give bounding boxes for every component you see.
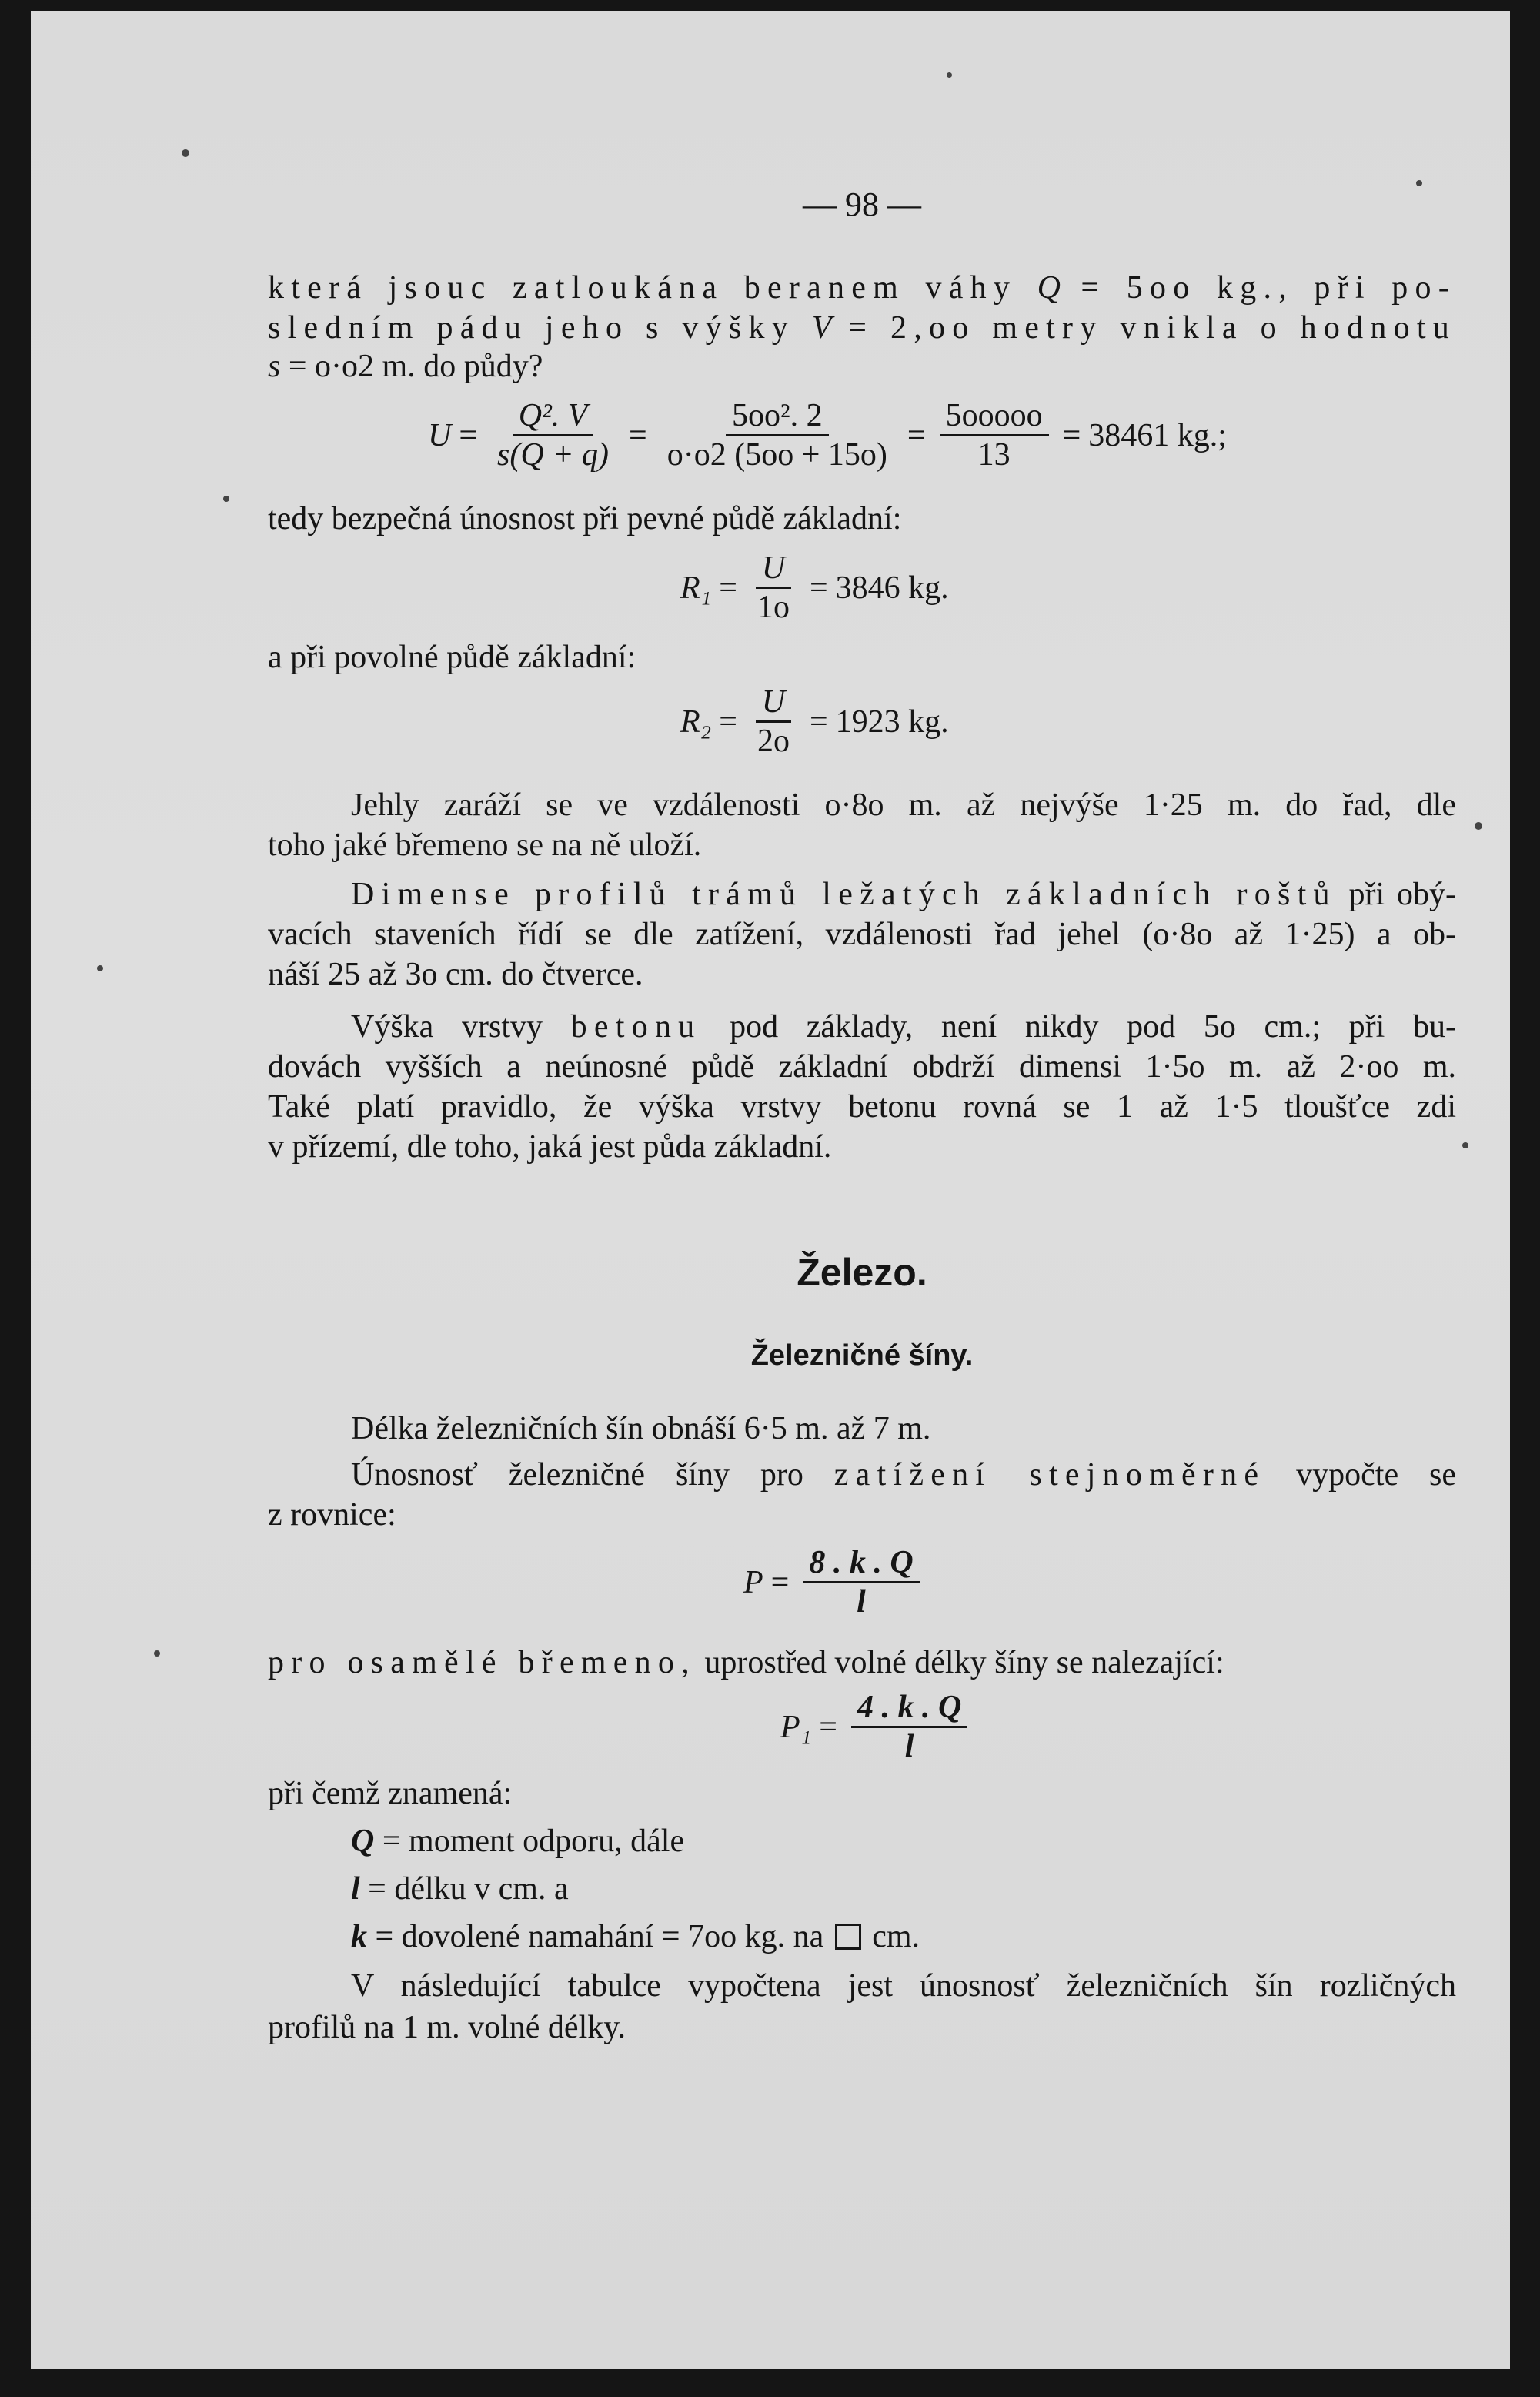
equals-sign: =	[770, 1564, 790, 1600]
para-vyska-line4: v přízemí, dle toho, jaká jest půda základní.	[268, 1129, 832, 1165]
fraction: $\frac{U}{1o}$	[751, 550, 796, 626]
para-tabulka-line2: profilů na 1 m. volné délky.	[268, 2010, 626, 2045]
scan-speck	[1462, 1142, 1468, 1148]
para-jehly-line1: Jehly zaráží se ve vzdálenosti o·8o m. až nejvýše 1·25 m. do řad, dle	[351, 787, 1456, 823]
equals-sign: =	[459, 417, 478, 453]
section-heading-zelezo: Železo.	[797, 1251, 927, 1294]
formula-r1: R₁ = $\frac{U}{1o}$ = 3846 kg.	[680, 550, 949, 625]
fraction: $\frac{U}{2o}$	[751, 684, 796, 760]
formula-p1: P₁ = $\frac{4 . k . Q}{l}$	[780, 1689, 974, 1765]
scan-speck	[182, 149, 189, 157]
fraction: $\frac{\text{5oo². 2}}{o\cdot o2 (5oo + 15o)}$	[666, 398, 887, 473]
equals-sign: =	[809, 704, 828, 740]
para-unosnost-line1: Únosnosť železničné šíny pro zatížení stejnoměrné vypočte se	[351, 1457, 1456, 1493]
para-dimense-line1: Dimense profilů trámů ležatých základních roštů při obý-	[351, 877, 1456, 912]
scan-speck	[154, 1650, 160, 1657]
text-osamele: pro osamělé břemeno, uprostřed volné délky šíny se nalezající:	[268, 1645, 1224, 1680]
fraction: $\frac{4 . k . Q}{l}$	[851, 1689, 967, 1765]
para-vyska-line1: Výška vrstvy betonu pod základy, není nikdy pod 5o cm.; při bu-	[351, 1009, 1456, 1045]
square-icon	[835, 1924, 861, 1950]
equals-sign: =	[719, 570, 737, 606]
scan-speck	[947, 72, 952, 78]
formula-u	[428, 397, 1227, 473]
formula-p: P = $\frac{8 . k . Q}{l}$	[743, 1544, 926, 1620]
formula-u-lhs: U	[428, 417, 452, 453]
para1-line2: sledním pádu jeho s výšky V = 2,oo metry vnikla o hodnotu	[268, 310, 1456, 346]
definition-l: l = délku v cm. a	[351, 1871, 569, 1907]
subsection-heading-siny: Železničné šíny.	[750, 1339, 974, 1372]
scan-speck	[223, 496, 229, 502]
para-tabulka-line1: V následující tabulce vypočtena jest únosnosť železničních šín rozličných	[351, 1968, 1456, 2004]
para-vyska-line2: dovách vyšších a neúnosné půdě základní obdrží dimensi 1·5o m. až 2·oo m.	[268, 1049, 1456, 1085]
fraction: $\frac{8 . k . Q}{l}$	[803, 1544, 919, 1620]
equals-sign: =	[809, 570, 828, 606]
page-number: — 98 —	[803, 186, 921, 223]
text-povolne: a při povolné půdě základní:	[268, 640, 636, 675]
equals-sign: =	[907, 417, 926, 453]
para-unosnost-line2: z rovnice:	[268, 1497, 396, 1533]
equals-sign: =	[629, 417, 647, 453]
definition-q: Q = moment odporu, dále	[351, 1824, 685, 1859]
document-page	[31, 11, 1510, 2369]
fraction: $\frac{\text{Q². V}}{s(Q + q)}$	[497, 398, 610, 473]
fraction: $\frac{\text{5ooooo}}{13}$	[940, 397, 1049, 473]
para-vyska-line3: Také platí pravidlo, že výška vrstvy betonu rovná se 1 až 1·5 tloušťce zdi	[268, 1089, 1456, 1125]
para-jehly-line2: toho jaké břemeno se na ně uloží.	[268, 827, 702, 863]
para-delka: Délka železničních šín obnáší 6·5 m. až 7 m.	[351, 1411, 931, 1446]
equals-sign: =	[1062, 417, 1081, 453]
para-dimense-line3: náší 25 až 3o cm. do čtverce.	[268, 957, 643, 992]
para-dimense-line2: vacích staveních řídí se dle zatížení, vzdálenosti řad jehel (o·8o až 1·25) a ob-	[268, 917, 1456, 952]
formula-u-result: 38461 kg.;	[1088, 417, 1227, 453]
para1-line3: s = o·o2 m. do půdy?	[268, 349, 543, 384]
text-tedy: tedy bezpečná únosnost při pevné půdě základní:	[268, 501, 902, 537]
equals-sign: =	[819, 1709, 837, 1745]
scan-speck	[1475, 822, 1482, 830]
equals-sign: =	[719, 704, 737, 740]
text-pricemz: při čemž znamená:	[268, 1776, 513, 1811]
para1-line1: která jsouc zatloukána beranem váhy Q = 5oo kg., při po-	[268, 270, 1456, 306]
scan-speck	[97, 965, 103, 971]
definition-k: k = dovolené namahání = 7oo kg. na cm.	[351, 1919, 920, 1954]
formula-r2: R₂ = $\frac{U}{2o}$ = 1923 kg.	[680, 684, 949, 759]
